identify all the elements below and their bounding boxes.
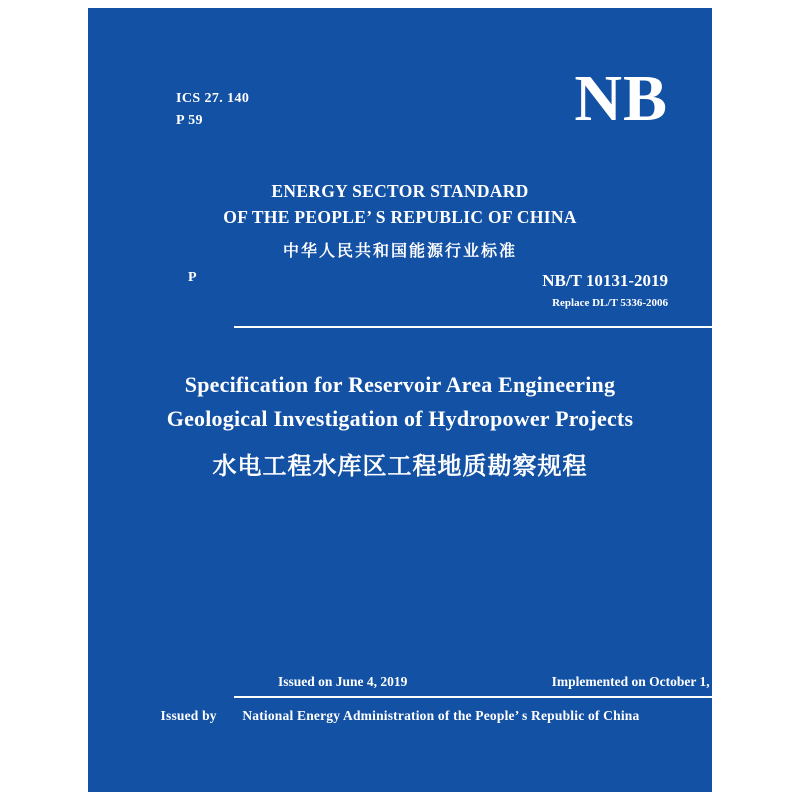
date-row [234, 674, 754, 694]
issuing-organization [88, 178, 712, 266]
title-chinese: 水电工程水库区工程地质勘察规程 [212, 452, 588, 480]
ics-block [176, 88, 249, 132]
replaced-standard: Replace DL/T 5336-2006 [552, 297, 668, 309]
category-code: P [188, 270, 197, 285]
issuer-line [88, 708, 712, 724]
org-line-2: OF THE PEOPLE’ S REPUBLIC OF CHINA [223, 207, 577, 227]
document-title [88, 368, 712, 486]
ics-code: ICS 27. 140 [176, 91, 250, 106]
org-line-1: ENERGY SECTOR STANDARD [271, 181, 529, 201]
standard-identifier [542, 270, 668, 312]
title-en-line-2: Geological Investigation of Hydropower Projects [166, 406, 634, 431]
nb-logo: NB [574, 62, 668, 135]
issued-by-label: Issued by [160, 708, 217, 723]
classification-code: P 59 [176, 113, 203, 128]
title-en-line-1: Specification for Reservoir Area Engineering [184, 372, 616, 397]
divider-top [234, 326, 754, 328]
issued-on-date: Issued on June 4, 2019 [278, 674, 408, 689]
issued-by-value: National Energy Administration of the People’ s Republic of China [242, 708, 640, 723]
org-line-chinese: 中华人民共和国能源行业标准 [282, 241, 517, 260]
divider-bottom [234, 696, 754, 698]
standard-number: NB/T 10131-2019 [542, 271, 668, 290]
standard-cover [88, 8, 740, 792]
implemented-on-date: Implemented on October 1, 2019 [551, 674, 740, 689]
standard-meta [176, 270, 668, 316]
